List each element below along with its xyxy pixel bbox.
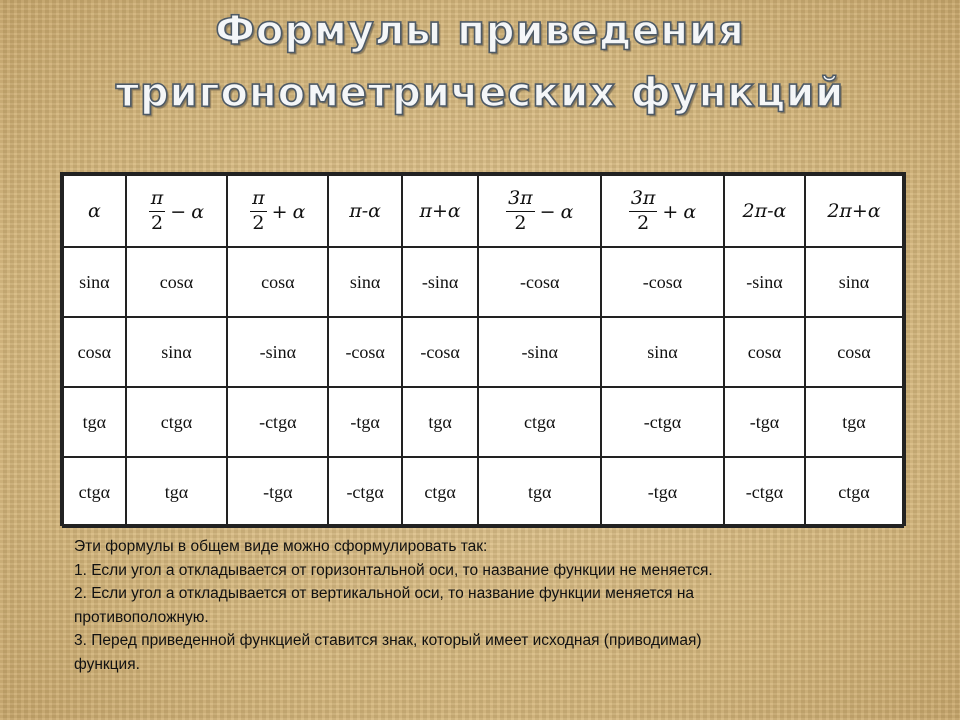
table-cell: -cosα	[328, 317, 401, 387]
table-header-cell	[63, 175, 126, 247]
table-cell: -sinα	[227, 317, 328, 387]
function-name-cell: cosα	[63, 317, 126, 387]
table-header-cell	[328, 175, 401, 247]
table-cell: ctgα	[478, 387, 601, 457]
operator: −	[539, 200, 556, 223]
table-row	[63, 317, 903, 387]
table-cell: cosα	[724, 317, 805, 387]
header-expression: π+α	[419, 200, 461, 222]
angle-variable: α	[683, 200, 697, 223]
operator: +	[271, 200, 288, 223]
table-cell: cosα	[227, 247, 328, 317]
notes-line: 3. Перед приведенной функцией ставится знак, который имеет исходная (приводимая)	[74, 632, 702, 649]
operator: −	[170, 200, 187, 223]
page-title-line-1: Формулы приведения	[215, 8, 745, 54]
table-header-cell	[402, 175, 479, 247]
table-cell: ctgα	[805, 457, 903, 527]
table-cell: -ctgα	[601, 387, 724, 457]
fraction-numerator: π	[250, 189, 267, 212]
notes-line: противоположную.	[74, 608, 209, 626]
notes-line: Эти формулы в общем виде можно сформулировать так:	[74, 538, 488, 555]
table-header-cell	[601, 175, 724, 247]
table-header-cell	[724, 175, 805, 247]
table-cell: -cosα	[402, 317, 479, 387]
function-name-cell: sinα	[63, 247, 126, 317]
table-header-cell	[805, 175, 903, 247]
table-cell: -sinα	[724, 247, 805, 317]
notes-block	[74, 535, 894, 676]
table-header-cell	[126, 175, 227, 247]
table-cell: -ctgα	[227, 387, 328, 457]
table-cell: tgα	[402, 387, 479, 457]
angle-variable: α	[292, 200, 306, 223]
reduction-formulas-table	[60, 172, 906, 526]
table-cell: -tgα	[601, 457, 724, 527]
table-header-cell	[478, 175, 601, 247]
fraction-numerator: 3π	[629, 189, 658, 212]
table-cell: -cosα	[478, 247, 601, 317]
table-row	[63, 247, 903, 317]
header-expression: α	[87, 200, 101, 222]
table-cell: -tgα	[724, 387, 805, 457]
table-cell: -tgα	[328, 387, 401, 457]
header-expression: 2π+α	[827, 200, 881, 222]
function-name-cell: tgα	[63, 387, 126, 457]
table-cell: sinα	[328, 247, 401, 317]
table-cell: tgα	[478, 457, 601, 527]
table-header-cell	[227, 175, 328, 247]
fraction-denominator: 2	[637, 212, 650, 234]
table-cell: sinα	[601, 317, 724, 387]
table-cell: -sinα	[402, 247, 479, 317]
notes-line: 1. Если угол а откладывается от горизонтальной оси, то название функции не меняется.	[74, 561, 713, 579]
notes-line: функция.	[74, 655, 140, 673]
table-cell: tgα	[805, 387, 903, 457]
operator: +	[662, 200, 679, 223]
function-name-cell: ctgα	[63, 457, 126, 527]
table-row	[63, 457, 903, 527]
fraction-numerator: π	[149, 189, 166, 212]
table-cell: -ctgα	[328, 457, 401, 527]
page-title-line-2: тригонометрических функций	[115, 70, 845, 116]
table-cell: tgα	[126, 457, 227, 527]
fraction-numerator: 3π	[506, 189, 535, 212]
table-cell: sinα	[805, 247, 903, 317]
fraction-denominator: 2	[252, 212, 265, 234]
table-cell: cosα	[805, 317, 903, 387]
table-cell: -tgα	[227, 457, 328, 527]
table-cell: sinα	[126, 317, 227, 387]
table-cell: cosα	[126, 247, 227, 317]
table-cell: ctgα	[402, 457, 479, 527]
table-header-row	[63, 175, 903, 247]
table-cell: -ctgα	[724, 457, 805, 527]
fraction-denominator: 2	[514, 212, 527, 234]
table-row	[63, 387, 903, 457]
header-expression: π-α	[349, 200, 382, 222]
header-expression: 2π-α	[742, 200, 787, 222]
table-cell: ctgα	[126, 387, 227, 457]
angle-variable: α	[191, 200, 205, 223]
angle-variable: α	[560, 200, 574, 223]
table-cell: -sinα	[478, 317, 601, 387]
table-cell: -cosα	[601, 247, 724, 317]
notes-line: 2. Если угол а откладывается от вертикальной оси, то название функции меняется на	[74, 585, 695, 602]
fraction-denominator: 2	[150, 212, 164, 234]
